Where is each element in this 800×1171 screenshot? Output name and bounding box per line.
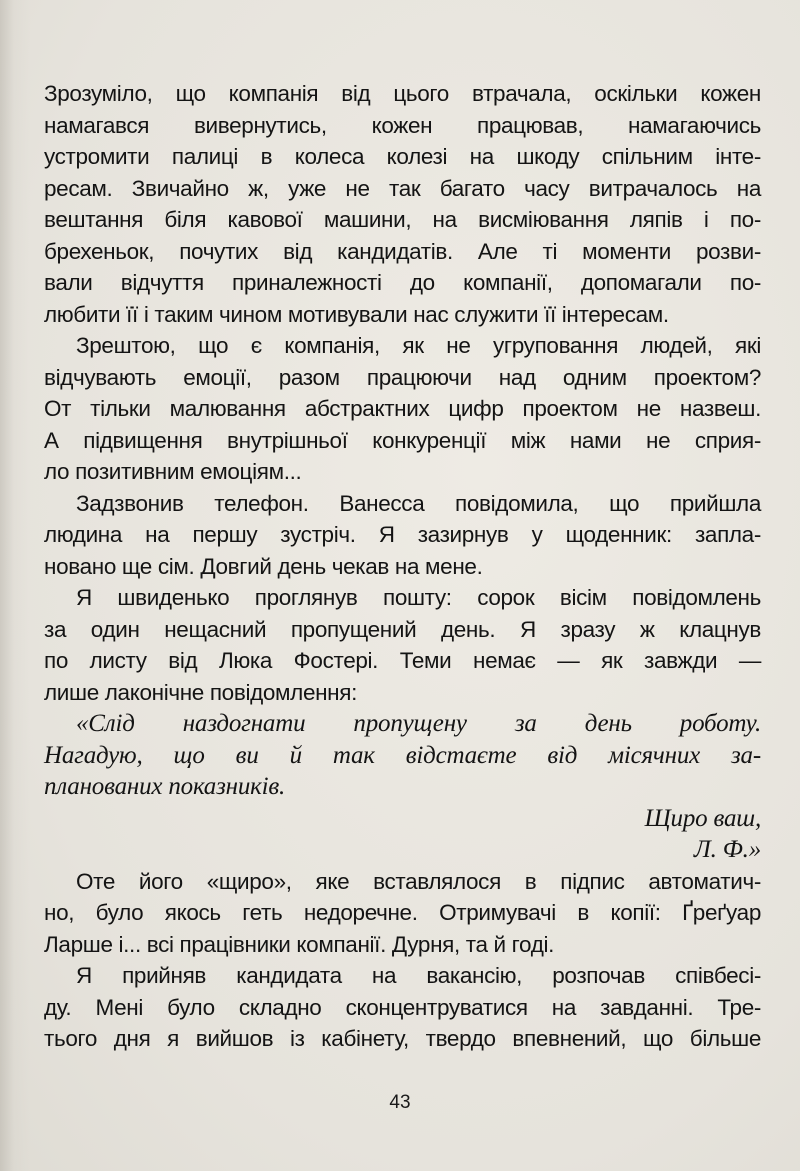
quoted-email-message	[44, 708, 761, 866]
book-page-text	[44, 78, 761, 1055]
quote-line: планованих показників.	[44, 773, 286, 800]
text-line: тього дня я вийшов із кабінету, твердо впевнений, що більше	[44, 1026, 761, 1051]
text-line: відчувають емоції, разом працюючи над одним проектом?	[44, 364, 761, 390]
text-line: От тільки малювання абстрактних цифр проектом не назвеш.	[44, 396, 761, 421]
text-line: за один нещасний пропущений день. Я зразу ж клацнув	[44, 616, 761, 642]
page-number: 43	[389, 1092, 411, 1113]
text-line: по листу від Люка Фостері. Теми немає — як завжди —	[44, 648, 761, 673]
text-line: Я прийняв кандидата на вакансію, розпочав співбесі-	[76, 963, 761, 988]
text-line: Оте його «щиро», яке вставлялося в підпис автоматич-	[76, 868, 761, 894]
text-line: ду. Мені було складно сконцентруватися на завданні. Тре-	[44, 994, 761, 1020]
text-line: Задзвонив телефон. Ванесса повідомила, що прийшла	[76, 490, 761, 516]
text-line: брехеньок, почутих від кандидатів. Але ті моменти розви-	[44, 238, 761, 264]
paragraph-interview	[44, 960, 761, 1055]
text-line: намагався вивернутись, кожен працював, намагаючись	[44, 112, 761, 138]
text-line: Я швиденько проглянув пошту: сорок вісім повідомлень	[76, 585, 761, 610]
text-line: вештання біля кавової машини, на висміювання ляпів і по-	[44, 207, 761, 232]
text-line: новано ще сім. Довгий день чекав на мене.	[44, 553, 483, 579]
text-line: ресам. Звичайно ж, уже не так багато часу витрачалось на	[44, 175, 761, 201]
text-line: любити її і таким чином мотивували нас служити її інтересам.	[44, 301, 669, 327]
signature-line: Щиро ваш,	[644, 804, 761, 832]
paragraph-mail-check	[44, 582, 761, 708]
quote-line: «Слід наздогнати пропущену за день роботу.	[76, 710, 761, 737]
paragraph-sincerely-remark	[44, 866, 761, 961]
quote-line: Нагадую, що ви й так відстаєте від місячних за-	[44, 741, 761, 769]
text-line: вали відчуття приналежності до компанії, допомагали по-	[44, 270, 761, 295]
text-line: ло позитивним емоціям...	[44, 459, 302, 484]
text-line: Зрозуміло, що компанія від цього втрачала, оскільки кожен	[44, 81, 761, 106]
text-line: Зрештою, що є компанія, як не угруповання людей, які	[76, 333, 761, 358]
text-line: устромити палиці в колеса колезі на шкоду спільним інте-	[44, 144, 761, 169]
signature-initials: Л. Ф.»	[693, 836, 761, 863]
paragraph-phone-call	[44, 488, 761, 583]
text-line: Ларше і... всі працівники компанії. Дурня, та й годі.	[44, 931, 555, 957]
text-line: лише лаконічне повідомлення:	[44, 679, 357, 705]
text-line: А підвищення внутрішньої конкуренції між нами не сприя-	[44, 427, 761, 453]
text-line: но, було якось геть недоречне. Отримувачі в копії: Ґреґуар	[44, 900, 761, 925]
paragraph-company-losses	[44, 78, 761, 330]
text-line: людина на першу зустріч. Я зазирнув у щоденник: запла-	[44, 522, 761, 547]
paragraph-what-is-company	[44, 330, 761, 488]
